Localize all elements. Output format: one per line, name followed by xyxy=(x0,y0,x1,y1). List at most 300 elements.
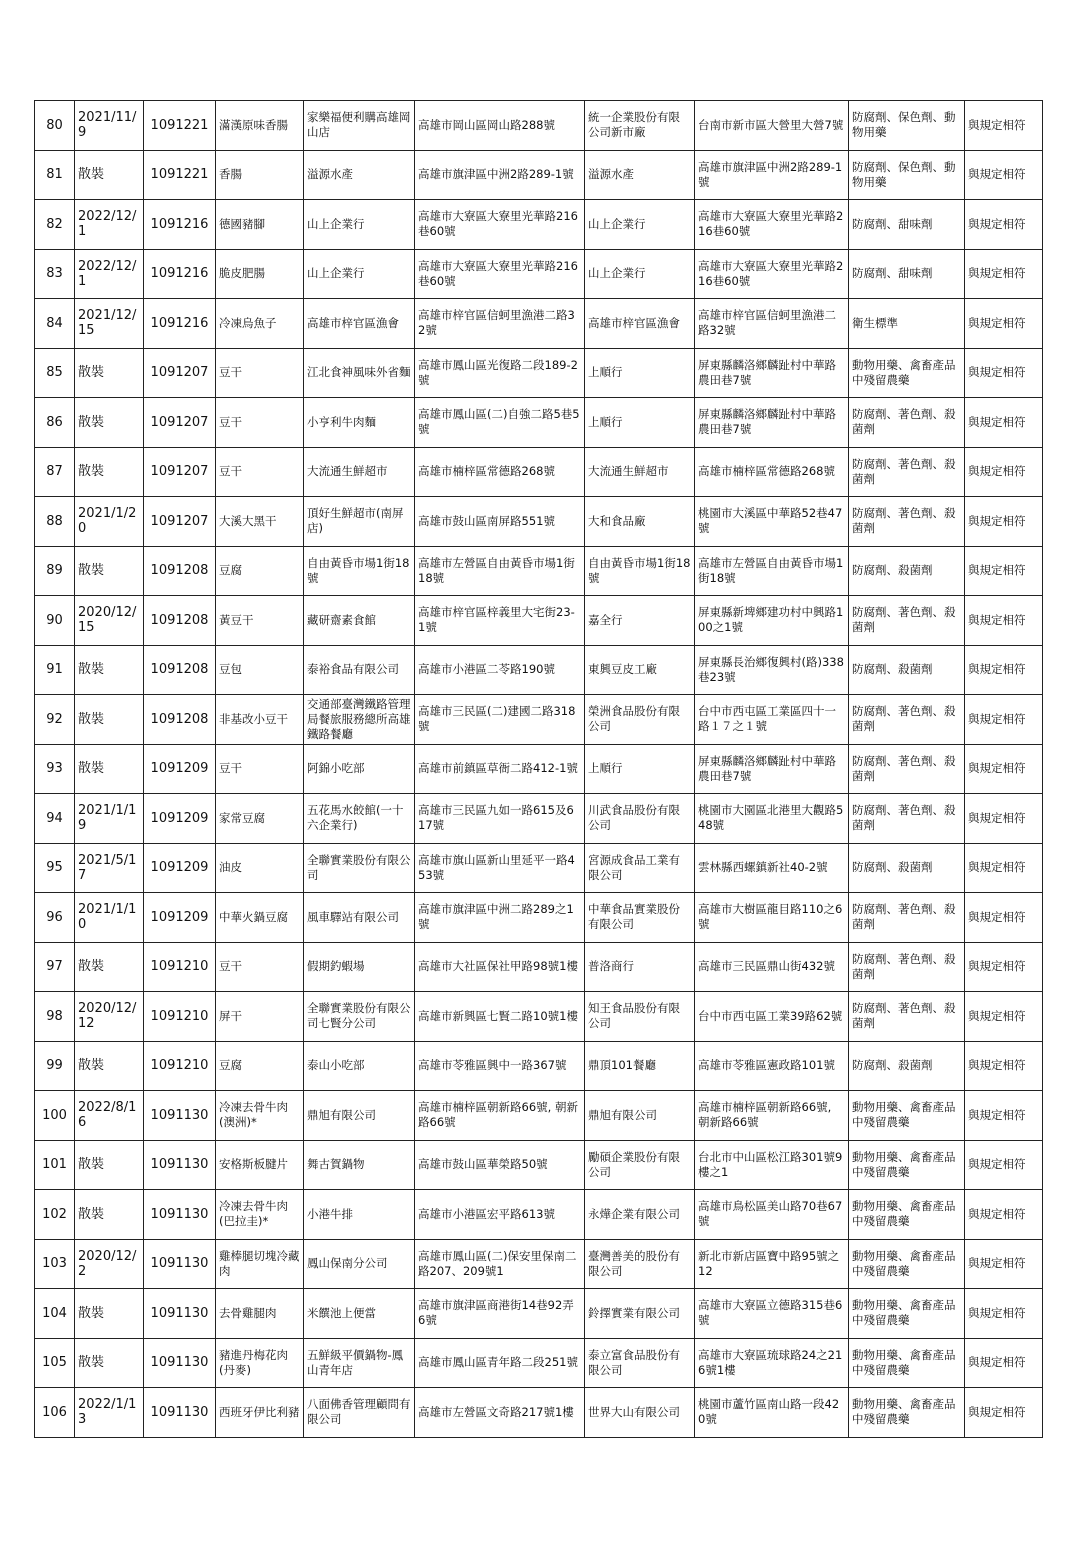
manufacturer-address-cell: 高雄市三民區鼎山街432號 xyxy=(695,942,849,992)
sampling-location-cell: 全聯實業股份有限公司七賢分公司 xyxy=(304,992,415,1042)
test-items-cell: 防腐劑、保色劑、動物用藥 xyxy=(849,101,965,151)
manufacturer-cell: 上順行 xyxy=(585,398,695,448)
product-name-cell: 豆干 xyxy=(216,447,304,497)
sampling-location-cell: 五花馬水餃館(一十六企業行) xyxy=(304,794,415,844)
sampling-location-cell: 阿錦小吃部 xyxy=(304,744,415,794)
sampling-address-cell: 高雄市大社區保社甲路98號1樓 xyxy=(415,942,585,992)
test-items-cell: 動物用藥、禽畜產品中殘留農藥 xyxy=(849,1388,965,1438)
sampling-address-cell: 高雄市楠梓區常德路268號 xyxy=(415,447,585,497)
row-number-cell: 80 xyxy=(35,101,75,151)
row-number-cell: 90 xyxy=(35,596,75,646)
table-row xyxy=(35,1041,1043,1091)
test-items-cell: 防腐劑、保色劑、動物用藥 xyxy=(849,150,965,200)
manufacturer-cell: 勵碩企業股份有限公司 xyxy=(585,1140,695,1190)
row-number-cell: 96 xyxy=(35,893,75,943)
product-name-cell: 豆干 xyxy=(216,744,304,794)
table-row xyxy=(35,447,1043,497)
table-row xyxy=(35,1091,1043,1141)
sample-code-cell: 1091210 xyxy=(144,942,216,992)
test-items-cell: 防腐劑、著色劑、殺菌劑 xyxy=(849,893,965,943)
table-row xyxy=(35,843,1043,893)
sampling-location-cell: 自由黃昏市場1街18號 xyxy=(304,546,415,596)
sampling-location-cell: 交通部臺灣鐵路管理局餐旅服務總所高雄鐵路餐廳 xyxy=(304,695,415,745)
manufacturer-cell: 泰立富食品股份有限公司 xyxy=(585,1338,695,1388)
expiry-date-cell: 2022/12/1 xyxy=(75,200,144,250)
sampling-address-cell: 高雄市鳳山區光復路二段189-2號 xyxy=(415,348,585,398)
result-cell: 與規定相符 xyxy=(965,1388,1043,1438)
manufacturer-cell: 山上企業行 xyxy=(585,200,695,250)
product-name-cell: 豆腐 xyxy=(216,546,304,596)
expiry-date-cell: 2020/12/15 xyxy=(75,596,144,646)
manufacturer-address-cell: 新北市新店區寶中路95號之12 xyxy=(695,1239,849,1289)
expiry-date-cell: 2022/8/16 xyxy=(75,1091,144,1141)
manufacturer-cell: 嘉全行 xyxy=(585,596,695,646)
row-number-cell: 100 xyxy=(35,1091,75,1141)
manufacturer-address-cell: 高雄市大寮區大寮里光華路216巷60號 xyxy=(695,200,849,250)
test-items-cell: 動物用藥、禽畜產品中殘留農藥 xyxy=(849,1140,965,1190)
sampling-address-cell: 高雄市新興區七賢二路10號1樓 xyxy=(415,992,585,1042)
result-cell: 與規定相符 xyxy=(965,645,1043,695)
result-cell: 與規定相符 xyxy=(965,101,1043,151)
sampling-address-cell: 高雄市旗山區新山里延平一路453號 xyxy=(415,843,585,893)
manufacturer-cell: 東興豆皮工廠 xyxy=(585,645,695,695)
sampling-address-cell: 高雄市三民區(二)建國二路318號 xyxy=(415,695,585,745)
manufacturer-address-cell: 桃園市大園區北港里大觀路548號 xyxy=(695,794,849,844)
manufacturer-address-cell: 台中市西屯區工業39路62號 xyxy=(695,992,849,1042)
expiry-date-cell: 2020/12/12 xyxy=(75,992,144,1042)
manufacturer-cell: 普洛商行 xyxy=(585,942,695,992)
expiry-date-cell: 散裝 xyxy=(75,942,144,992)
sampling-location-cell: 大流通生鮮超市 xyxy=(304,447,415,497)
test-items-cell: 防腐劑、著色劑、殺菌劑 xyxy=(849,992,965,1042)
manufacturer-cell: 統一企業股份有限公司新市廠 xyxy=(585,101,695,151)
manufacturer-address-cell: 台南市新市區大營里大營7號 xyxy=(695,101,849,151)
test-items-cell: 動物用藥、禽畜產品中殘留農藥 xyxy=(849,1289,965,1339)
sampling-address-cell: 高雄市鼓山區南屏路551號 xyxy=(415,497,585,547)
sample-code-cell: 1091209 xyxy=(144,843,216,893)
product-name-cell: 香腸 xyxy=(216,150,304,200)
row-number-cell: 89 xyxy=(35,546,75,596)
sampling-address-cell: 高雄市鳳山區青年路二段251號 xyxy=(415,1338,585,1388)
product-name-cell: 豆干 xyxy=(216,398,304,448)
sampling-address-cell: 高雄市左營區自由黃昏市場1街18號 xyxy=(415,546,585,596)
product-name-cell: 滿漢原味香腸 xyxy=(216,101,304,151)
manufacturer-address-cell: 桃園市蘆竹區南山路一段420號 xyxy=(695,1388,849,1438)
test-items-cell: 動物用藥、禽畜產品中殘留農藥 xyxy=(849,348,965,398)
test-items-cell: 防腐劑、著色劑、殺菌劑 xyxy=(849,942,965,992)
table-row xyxy=(35,744,1043,794)
product-name-cell: 非基改小豆干 xyxy=(216,695,304,745)
sampling-address-cell: 高雄市梓官區梓義里大宅街23-1號 xyxy=(415,596,585,646)
table-row xyxy=(35,893,1043,943)
table-row xyxy=(35,695,1043,745)
sampling-location-cell: 藏研齋素食館 xyxy=(304,596,415,646)
manufacturer-cell: 自由黃昏市場1街18號 xyxy=(585,546,695,596)
sample-code-cell: 1091130 xyxy=(144,1239,216,1289)
manufacturer-address-cell: 屏東縣麟洛鄉麟趾村中華路農田巷7號 xyxy=(695,398,849,448)
manufacturer-cell: 山上企業行 xyxy=(585,249,695,299)
table-row xyxy=(35,348,1043,398)
sample-code-cell: 1091221 xyxy=(144,150,216,200)
result-cell: 與規定相符 xyxy=(965,794,1043,844)
sampling-location-cell: 米饌池上便當 xyxy=(304,1289,415,1339)
product-name-cell: 豆干 xyxy=(216,348,304,398)
row-number-cell: 83 xyxy=(35,249,75,299)
result-cell: 與規定相符 xyxy=(965,1190,1043,1240)
test-items-cell: 防腐劑、殺菌劑 xyxy=(849,843,965,893)
table-row xyxy=(35,1239,1043,1289)
sample-code-cell: 1091130 xyxy=(144,1289,216,1339)
manufacturer-cell: 榮洲食品股份有限公司 xyxy=(585,695,695,745)
sample-code-cell: 1091130 xyxy=(144,1091,216,1141)
table-row xyxy=(35,497,1043,547)
manufacturer-address-cell: 屏東縣長治鄉復興村(路)338巷23號 xyxy=(695,645,849,695)
manufacturer-cell: 知王食品股份有限公司 xyxy=(585,992,695,1042)
manufacturer-cell: 宮源成食品工業有限公司 xyxy=(585,843,695,893)
sample-code-cell: 1091207 xyxy=(144,447,216,497)
manufacturer-cell: 臺灣善美的股份有限公司 xyxy=(585,1239,695,1289)
manufacturer-cell: 永燁企業有限公司 xyxy=(585,1190,695,1240)
sample-code-cell: 1091209 xyxy=(144,893,216,943)
sampling-location-cell: 家樂福便利購高雄岡山店 xyxy=(304,101,415,151)
sampling-address-cell: 高雄市鳳山區(二)保安里保南二路207、209號1 xyxy=(415,1239,585,1289)
sample-code-cell: 1091216 xyxy=(144,299,216,349)
sampling-address-cell: 高雄市小港區二苓路190號 xyxy=(415,645,585,695)
manufacturer-address-cell: 高雄市大寮區琉球路24之216號1樓 xyxy=(695,1338,849,1388)
row-number-cell: 82 xyxy=(35,200,75,250)
product-name-cell: 去骨雞腿肉 xyxy=(216,1289,304,1339)
sampling-location-cell: 山上企業行 xyxy=(304,249,415,299)
test-items-cell: 防腐劑、甜味劑 xyxy=(849,249,965,299)
table-row xyxy=(35,992,1043,1042)
sample-code-cell: 1091210 xyxy=(144,1041,216,1091)
row-number-cell: 86 xyxy=(35,398,75,448)
sampling-location-cell: 鼎旭有限公司 xyxy=(304,1091,415,1141)
result-cell: 與規定相符 xyxy=(965,695,1043,745)
product-name-cell: 雞棒腿切塊冷藏肉 xyxy=(216,1239,304,1289)
row-number-cell: 92 xyxy=(35,695,75,745)
row-number-cell: 94 xyxy=(35,794,75,844)
table-row xyxy=(35,794,1043,844)
sample-code-cell: 1091208 xyxy=(144,546,216,596)
result-cell: 與規定相符 xyxy=(965,398,1043,448)
sample-code-cell: 1091221 xyxy=(144,101,216,151)
row-number-cell: 103 xyxy=(35,1239,75,1289)
test-items-cell: 防腐劑、著色劑、殺菌劑 xyxy=(849,447,965,497)
test-items-cell: 防腐劑、著色劑、殺菌劑 xyxy=(849,398,965,448)
expiry-date-cell: 散裝 xyxy=(75,150,144,200)
table-row xyxy=(35,299,1043,349)
expiry-date-cell: 2021/1/20 xyxy=(75,497,144,547)
table-row xyxy=(35,249,1043,299)
result-cell: 與規定相符 xyxy=(965,744,1043,794)
result-cell: 與規定相符 xyxy=(965,150,1043,200)
table-row xyxy=(35,1140,1043,1190)
sampling-location-cell: 風車驛站有限公司 xyxy=(304,893,415,943)
expiry-date-cell: 2021/12/15 xyxy=(75,299,144,349)
expiry-date-cell: 散裝 xyxy=(75,1190,144,1240)
table-body xyxy=(35,101,1043,1438)
manufacturer-cell: 川武食品股份有限公司 xyxy=(585,794,695,844)
test-items-cell: 動物用藥、禽畜產品中殘留農藥 xyxy=(849,1190,965,1240)
test-items-cell: 防腐劑、著色劑、殺菌劑 xyxy=(849,744,965,794)
sampling-location-cell: 小港牛排 xyxy=(304,1190,415,1240)
expiry-date-cell: 散裝 xyxy=(75,645,144,695)
result-cell: 與規定相符 xyxy=(965,1239,1043,1289)
row-number-cell: 87 xyxy=(35,447,75,497)
result-cell: 與規定相符 xyxy=(965,546,1043,596)
product-name-cell: 安格斯板腱片 xyxy=(216,1140,304,1190)
inspection-results-table-wrapper xyxy=(34,100,1042,1438)
expiry-date-cell: 散裝 xyxy=(75,744,144,794)
result-cell: 與規定相符 xyxy=(965,1140,1043,1190)
expiry-date-cell: 散裝 xyxy=(75,447,144,497)
test-items-cell: 防腐劑、著色劑、殺菌劑 xyxy=(849,596,965,646)
manufacturer-address-cell: 屏東縣麟洛鄉麟趾村中華路農田巷7號 xyxy=(695,348,849,398)
manufacturer-address-cell: 高雄市苓雅區憲政路101號 xyxy=(695,1041,849,1091)
test-items-cell: 防腐劑、殺菌劑 xyxy=(849,1041,965,1091)
table-row xyxy=(35,1190,1043,1240)
table-row xyxy=(35,398,1043,448)
expiry-date-cell: 2021/11/9 xyxy=(75,101,144,151)
sample-code-cell: 1091208 xyxy=(144,596,216,646)
manufacturer-cell: 溢源水產 xyxy=(585,150,695,200)
row-number-cell: 106 xyxy=(35,1388,75,1438)
table-row xyxy=(35,546,1043,596)
table-row xyxy=(35,200,1043,250)
result-cell: 與規定相符 xyxy=(965,893,1043,943)
sample-code-cell: 1091130 xyxy=(144,1190,216,1240)
test-items-cell: 防腐劑、殺菌劑 xyxy=(849,645,965,695)
sample-code-cell: 1091210 xyxy=(144,992,216,1042)
row-number-cell: 102 xyxy=(35,1190,75,1240)
result-cell: 與規定相符 xyxy=(965,348,1043,398)
manufacturer-address-cell: 高雄市楠梓區朝新路66號, 朝新路66號 xyxy=(695,1091,849,1141)
sampling-location-cell: 假期釣蝦場 xyxy=(304,942,415,992)
sample-code-cell: 1091130 xyxy=(144,1140,216,1190)
expiry-date-cell: 2020/12/2 xyxy=(75,1239,144,1289)
result-cell: 與規定相符 xyxy=(965,1289,1043,1339)
result-cell: 與規定相符 xyxy=(965,1338,1043,1388)
sampling-address-cell: 高雄市前鎮區草衙二路412-1號 xyxy=(415,744,585,794)
table-row xyxy=(35,942,1043,992)
sample-code-cell: 1091216 xyxy=(144,249,216,299)
row-number-cell: 98 xyxy=(35,992,75,1042)
manufacturer-address-cell: 高雄市楠梓區常德路268號 xyxy=(695,447,849,497)
row-number-cell: 105 xyxy=(35,1338,75,1388)
sample-code-cell: 1091209 xyxy=(144,744,216,794)
expiry-date-cell: 2021/1/19 xyxy=(75,794,144,844)
result-cell: 與規定相符 xyxy=(965,1091,1043,1141)
row-number-cell: 81 xyxy=(35,150,75,200)
sampling-location-cell: 山上企業行 xyxy=(304,200,415,250)
test-items-cell: 防腐劑、著色劑、殺菌劑 xyxy=(849,497,965,547)
result-cell: 與規定相符 xyxy=(965,992,1043,1042)
row-number-cell: 85 xyxy=(35,348,75,398)
sampling-address-cell: 高雄市鳳山區(二)自強二路5巷5號 xyxy=(415,398,585,448)
sampling-address-cell: 高雄市旗津區中洲二路289之1號 xyxy=(415,893,585,943)
test-items-cell: 動物用藥、禽畜產品中殘留農藥 xyxy=(849,1239,965,1289)
sampling-address-cell: 高雄市三民區九如一路615及617號 xyxy=(415,794,585,844)
product-name-cell: 中華火鍋豆腐 xyxy=(216,893,304,943)
result-cell: 與規定相符 xyxy=(965,942,1043,992)
test-items-cell: 動物用藥、禽畜產品中殘留農藥 xyxy=(849,1091,965,1141)
product-name-cell: 豆干 xyxy=(216,942,304,992)
result-cell: 與規定相符 xyxy=(965,596,1043,646)
row-number-cell: 101 xyxy=(35,1140,75,1190)
expiry-date-cell: 散裝 xyxy=(75,695,144,745)
sampling-location-cell: 五鮮級平價鍋物-鳳山青年店 xyxy=(304,1338,415,1388)
row-number-cell: 88 xyxy=(35,497,75,547)
table-row xyxy=(35,101,1043,151)
sampling-address-cell: 高雄市岡山區岡山路288號 xyxy=(415,101,585,151)
result-cell: 與規定相符 xyxy=(965,843,1043,893)
product-name-cell: 冷凍烏魚子 xyxy=(216,299,304,349)
table-row xyxy=(35,150,1043,200)
sampling-location-cell: 鳳山保南分公司 xyxy=(304,1239,415,1289)
sample-code-cell: 1091207 xyxy=(144,348,216,398)
expiry-date-cell: 散裝 xyxy=(75,348,144,398)
sampling-location-cell: 泰山小吃部 xyxy=(304,1041,415,1091)
test-items-cell: 防腐劑、殺菌劑 xyxy=(849,546,965,596)
row-number-cell: 99 xyxy=(35,1041,75,1091)
sampling-address-cell: 高雄市大寮區大寮里光華路216巷60號 xyxy=(415,249,585,299)
manufacturer-cell: 世界大山有限公司 xyxy=(585,1388,695,1438)
table-row xyxy=(35,1388,1043,1438)
sample-code-cell: 1091209 xyxy=(144,794,216,844)
result-cell: 與規定相符 xyxy=(965,200,1043,250)
sample-code-cell: 1091207 xyxy=(144,497,216,547)
expiry-date-cell: 散裝 xyxy=(75,1289,144,1339)
result-cell: 與規定相符 xyxy=(965,447,1043,497)
sampling-address-cell: 高雄市左營區文奇路217號1樓 xyxy=(415,1388,585,1438)
sampling-address-cell: 高雄市旗津區中洲2路289-1號 xyxy=(415,150,585,200)
product-name-cell: 屏干 xyxy=(216,992,304,1042)
manufacturer-address-cell: 台北市中山區松江路301號9樓之1 xyxy=(695,1140,849,1190)
sampling-address-cell: 高雄市小港區宏平路613號 xyxy=(415,1190,585,1240)
sampling-location-cell: 江北食神風味外省麵 xyxy=(304,348,415,398)
result-cell: 與規定相符 xyxy=(965,249,1043,299)
product-name-cell: 德國豬腳 xyxy=(216,200,304,250)
expiry-date-cell: 散裝 xyxy=(75,1338,144,1388)
manufacturer-address-cell: 高雄市大寮區立德路315巷6號 xyxy=(695,1289,849,1339)
expiry-date-cell: 2022/1/13 xyxy=(75,1388,144,1438)
manufacturer-cell: 鼎旭有限公司 xyxy=(585,1091,695,1141)
table-row xyxy=(35,596,1043,646)
manufacturer-address-cell: 桃園市大溪區中華路52巷47號 xyxy=(695,497,849,547)
sampling-address-cell: 高雄市梓官區信蚵里漁港二路32號 xyxy=(415,299,585,349)
sample-code-cell: 1091207 xyxy=(144,398,216,448)
manufacturer-address-cell: 高雄市鳥松區美山路70巷67號 xyxy=(695,1190,849,1240)
manufacturer-address-cell: 雲林縣西螺鎮新社40-2號 xyxy=(695,843,849,893)
sampling-address-cell: 高雄市苓雅區興中一路367號 xyxy=(415,1041,585,1091)
expiry-date-cell: 散裝 xyxy=(75,546,144,596)
sampling-location-cell: 小亨利牛肉麵 xyxy=(304,398,415,448)
result-cell: 與規定相符 xyxy=(965,299,1043,349)
row-number-cell: 95 xyxy=(35,843,75,893)
product-name-cell: 豆包 xyxy=(216,645,304,695)
product-name-cell: 大溪大黑干 xyxy=(216,497,304,547)
sampling-address-cell: 高雄市楠梓區朝新路66號, 朝新路66號 xyxy=(415,1091,585,1141)
table-row xyxy=(35,1289,1043,1339)
manufacturer-address-cell: 高雄市旗津區中洲2路289-1號 xyxy=(695,150,849,200)
test-items-cell: 動物用藥、禽畜產品中殘留農藥 xyxy=(849,1338,965,1388)
result-cell: 與規定相符 xyxy=(965,1041,1043,1091)
sampling-location-cell: 舞古賀鍋物 xyxy=(304,1140,415,1190)
manufacturer-cell: 高雄市梓官區漁會 xyxy=(585,299,695,349)
test-items-cell: 防腐劑、著色劑、殺菌劑 xyxy=(849,794,965,844)
sample-code-cell: 1091130 xyxy=(144,1388,216,1438)
row-number-cell: 104 xyxy=(35,1289,75,1339)
manufacturer-address-cell: 高雄市大樹區龍目路110之6號 xyxy=(695,893,849,943)
manufacturer-address-cell: 屏東縣新埤鄉建功村中興路100之1號 xyxy=(695,596,849,646)
sampling-address-cell: 高雄市大寮區大寮里光華路216巷60號 xyxy=(415,200,585,250)
sampling-location-cell: 溢源水產 xyxy=(304,150,415,200)
test-items-cell: 衛生標準 xyxy=(849,299,965,349)
sample-code-cell: 1091216 xyxy=(144,200,216,250)
sampling-address-cell: 高雄市旗津區商港街14巷92弄6號 xyxy=(415,1289,585,1339)
row-number-cell: 91 xyxy=(35,645,75,695)
sampling-location-cell: 泰裕食品有限公司 xyxy=(304,645,415,695)
product-name-cell: 油皮 xyxy=(216,843,304,893)
sample-code-cell: 1091130 xyxy=(144,1338,216,1388)
product-name-cell: 豆腐 xyxy=(216,1041,304,1091)
expiry-date-cell: 散裝 xyxy=(75,398,144,448)
product-name-cell: 脆皮肥腸 xyxy=(216,249,304,299)
manufacturer-cell: 大和食品廠 xyxy=(585,497,695,547)
product-name-cell: 西班牙伊比利豬 xyxy=(216,1388,304,1438)
row-number-cell: 84 xyxy=(35,299,75,349)
sampling-location-cell: 高雄市梓官區漁會 xyxy=(304,299,415,349)
product-name-cell: 黃豆干 xyxy=(216,596,304,646)
sampling-location-cell: 全聯實業股份有限公司 xyxy=(304,843,415,893)
expiry-date-cell: 2022/12/1 xyxy=(75,249,144,299)
manufacturer-cell: 上順行 xyxy=(585,744,695,794)
manufacturer-address-cell: 屏東縣麟洛鄉麟趾村中華路農田巷7號 xyxy=(695,744,849,794)
product-name-cell: 冷凍去骨牛肉(澳洲)* xyxy=(216,1091,304,1141)
row-number-cell: 93 xyxy=(35,744,75,794)
sampling-address-cell: 高雄市鼓山區華榮路50號 xyxy=(415,1140,585,1190)
test-items-cell: 防腐劑、著色劑、殺菌劑 xyxy=(849,695,965,745)
manufacturer-cell: 大流通生鮮超市 xyxy=(585,447,695,497)
test-items-cell: 防腐劑、甜味劑 xyxy=(849,200,965,250)
product-name-cell: 家常豆腐 xyxy=(216,794,304,844)
manufacturer-address-cell: 台中市西屯區工業區四十一路１７之１號 xyxy=(695,695,849,745)
expiry-date-cell: 散裝 xyxy=(75,1140,144,1190)
manufacturer-address-cell: 高雄市左營區自由黃昏市場1街18號 xyxy=(695,546,849,596)
table-row xyxy=(35,1338,1043,1388)
product-name-cell: 冷凍去骨牛肉(巴拉圭)* xyxy=(216,1190,304,1240)
table-row xyxy=(35,645,1043,695)
manufacturer-cell: 鼎頂101餐廳 xyxy=(585,1041,695,1091)
row-number-cell: 97 xyxy=(35,942,75,992)
inspection-results-table xyxy=(34,100,1043,1438)
result-cell: 與規定相符 xyxy=(965,497,1043,547)
product-name-cell: 豬進丹梅花肉(丹麥) xyxy=(216,1338,304,1388)
sample-code-cell: 1091208 xyxy=(144,695,216,745)
expiry-date-cell: 2021/1/10 xyxy=(75,893,144,943)
sampling-location-cell: 八面佛香管理顧問有限公司 xyxy=(304,1388,415,1438)
expiry-date-cell: 散裝 xyxy=(75,1041,144,1091)
sampling-location-cell: 頂好生鮮超市(南屏店) xyxy=(304,497,415,547)
manufacturer-address-cell: 高雄市大寮區大寮里光華路216巷60號 xyxy=(695,249,849,299)
manufacturer-cell: 鈴擇實業有限公司 xyxy=(585,1289,695,1339)
sample-code-cell: 1091208 xyxy=(144,645,216,695)
manufacturer-cell: 中華食品實業股份有限公司 xyxy=(585,893,695,943)
manufacturer-cell: 上順行 xyxy=(585,348,695,398)
expiry-date-cell: 2021/5/17 xyxy=(75,843,144,893)
manufacturer-address-cell: 高雄市梓官區信蚵里漁港二路32號 xyxy=(695,299,849,349)
